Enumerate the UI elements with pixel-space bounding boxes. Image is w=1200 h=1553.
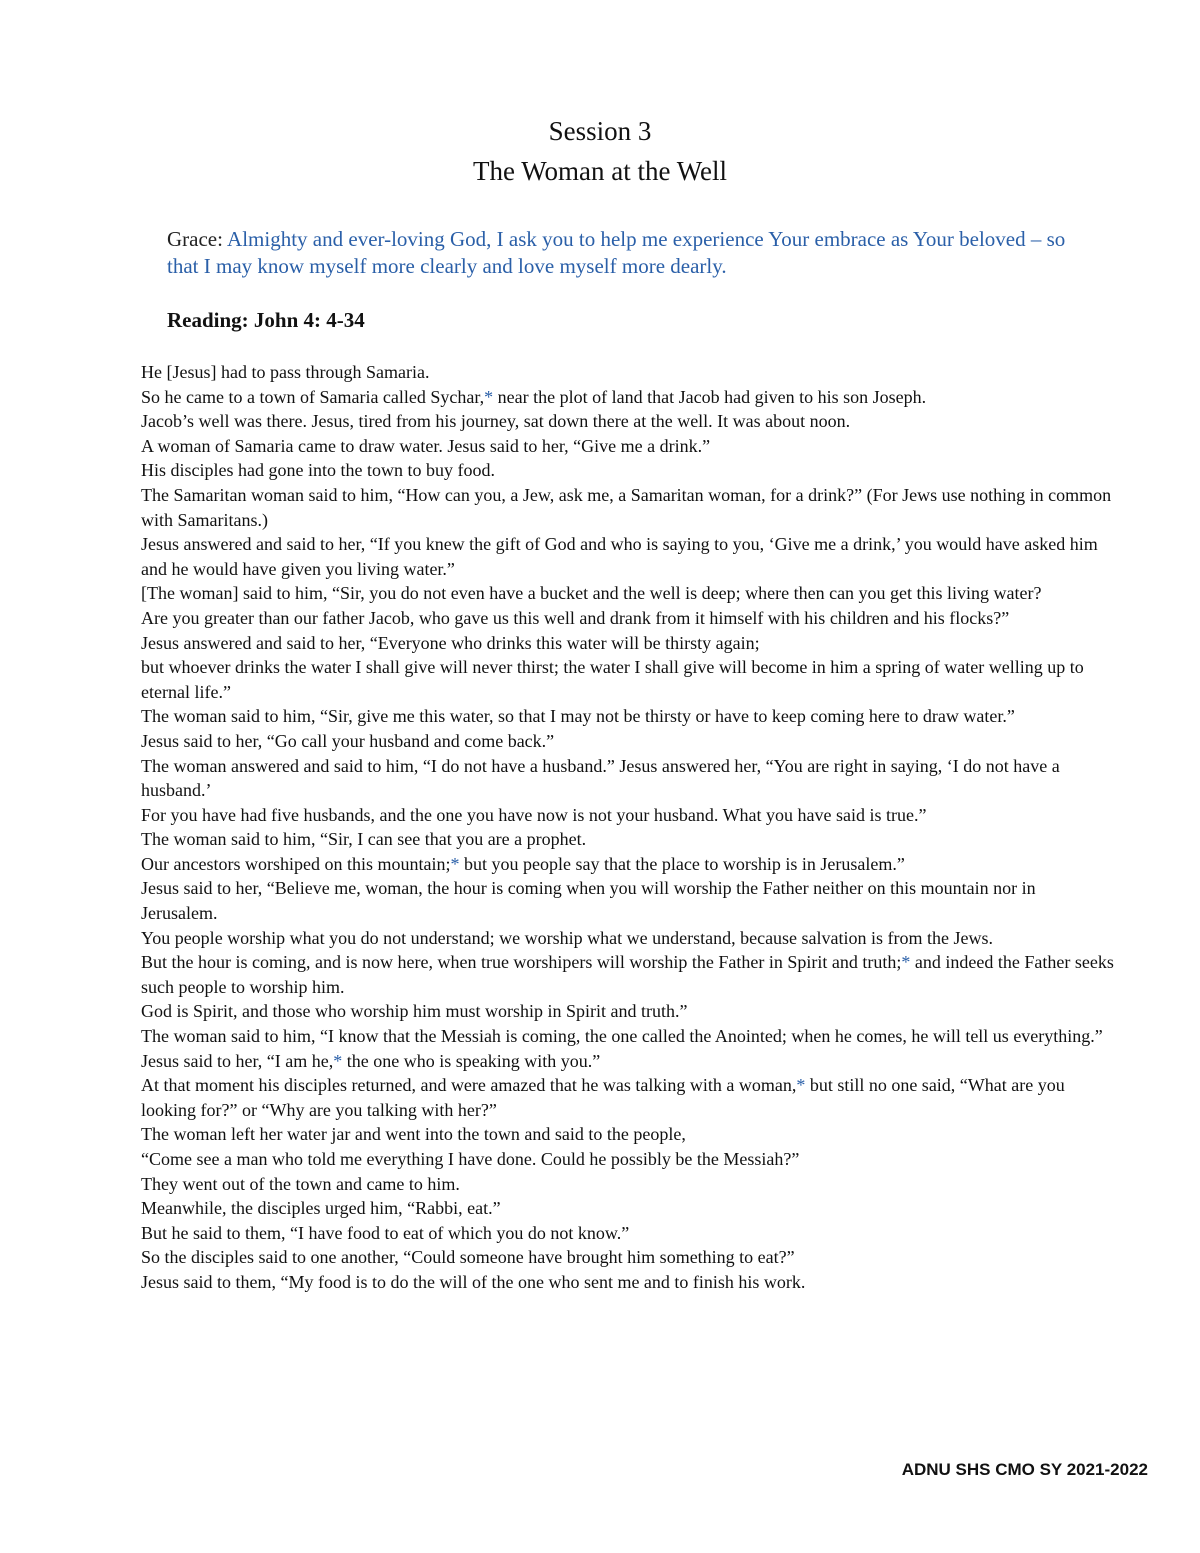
verse-line: The woman said to him, “Sir, give me this water, so that I may not be thirsty or have to keep coming here to draw water.” bbox=[141, 706, 1015, 727]
verse-line: “Come see a man who told me everything I have done. Could he possibly be the Messiah?” bbox=[141, 1149, 800, 1169]
verse-text: So he came to a town of Samaria called Sychar, bbox=[141, 386, 485, 407]
verse-text: but still no one said, “What are you looking for?” or “Why are you talking with her?” bbox=[141, 1075, 1065, 1120]
session-number: Session 3 bbox=[548, 116, 652, 146]
verse-line: The woman answered and said to him, “I do not have a husband.” Jesus answered her, “You are right in saying, ‘I do not have a husband.’ bbox=[141, 755, 1060, 801]
reading-reference: Reading: John 4: 4-34 bbox=[167, 308, 365, 332]
verse-text: At that moment his disciples returned, and were amazed that he was talking with a woman, bbox=[141, 1075, 797, 1096]
verse-line: Meanwhile, the disciples urged him, “Rabbi, eat.” bbox=[141, 1198, 501, 1219]
verse-line: A woman of Samaria came to draw water. Jesus said to her, “Give me a drink.” bbox=[141, 435, 711, 456]
verse-line bbox=[141, 950, 1116, 999]
grace-prayer bbox=[167, 226, 1067, 280]
verse-line: You people worship what you do not understand; we worship what we understand, because salvation is from the Jews. bbox=[141, 927, 994, 948]
verse-line: Jesus said to her, “Go call your husband and come back.” bbox=[141, 730, 555, 751]
verse-text: and indeed the Father seeks such people to worship him. bbox=[141, 952, 1114, 997]
verse-line: [The woman] said to him, “Sir, you do not even have a bucket and the well is deep; where then can you get this living water? bbox=[141, 583, 1042, 604]
verse-line bbox=[141, 1049, 1116, 1074]
page-footer: ADNU SHS CMO SY 2021-2022 bbox=[901, 1460, 1148, 1479]
grace-label: Grace: bbox=[167, 227, 228, 251]
verse-line: He [Jesus] had to pass through Samaria. bbox=[141, 362, 430, 382]
verse-line: The woman left her water jar and went into the town and said to the people, bbox=[141, 1124, 686, 1145]
verse-text: but you people say that the place to worship is in Jerusalem.” bbox=[459, 853, 905, 874]
verse-line: For you have had five husbands, and the one you have now is not your husband. What you have said is true.” bbox=[141, 804, 927, 825]
verse-text: near the plot of land that Jacob had given to his son Joseph. bbox=[493, 386, 927, 407]
verse-text: Our ancestors worshiped on this mountain; bbox=[141, 853, 451, 874]
verse-line: Jacob’s well was there. Jesus, tired from his journey, sat down there at the well. It was about noon. bbox=[141, 411, 851, 432]
footnote-marker[interactable]: * bbox=[450, 853, 460, 874]
verse-line: God is Spirit, and those who worship him must worship in Spirit and truth.” bbox=[141, 1001, 688, 1022]
footnote-marker[interactable]: * bbox=[901, 952, 911, 973]
footnote-marker[interactable]: * bbox=[333, 1050, 343, 1071]
grace-text: Almighty and ever-loving God, I ask you to help me experience Your embrace as Your beloved – so that I may know myself more clearly and love myself more dearly. bbox=[167, 227, 1066, 278]
verse-line: The woman said to him, “I know that the Messiah is coming, the one called the Anointed; when he comes, he will tell us everything.” bbox=[141, 1026, 1103, 1047]
verse-line: Are you greater than our father Jacob, who gave us this well and drank from it himself with his children and his flocks?” bbox=[141, 607, 1010, 628]
verse-line: They went out of the town and came to him. bbox=[141, 1173, 460, 1194]
verse-line: So the disciples said to one another, “Could someone have brought him something to eat?” bbox=[141, 1247, 795, 1268]
verse-line: Jesus answered and said to her, “If you knew the gift of God and who is saying to you, ‘Give me a drink,’ you would have asked him and he would have given you living water.” bbox=[141, 534, 1098, 579]
footnote-marker[interactable]: * bbox=[484, 386, 494, 407]
verse-line: but whoever drinks the water I shall give will never thirst; the water I shall give will become in him a spring of water welling up to eternal life.” bbox=[141, 657, 1084, 702]
verse-text: the one who is speaking with you.” bbox=[342, 1050, 601, 1071]
verse-text: Jesus said to her, “I am he, bbox=[141, 1050, 334, 1071]
verse-line: Jesus said to them, “My food is to do the will of the one who sent me and to finish his work. bbox=[141, 1271, 806, 1292]
verse-line: Jesus said to her, “Believe me, woman, the hour is coming when you will worship the Father neither on this mountain nor in Jerusalem. bbox=[141, 878, 1036, 924]
page-title: The Woman at the Well bbox=[472, 156, 728, 186]
verse-line: His disciples had gone into the town to buy food. bbox=[141, 460, 495, 481]
verse-line: The woman said to him, “Sir, I can see that you are a prophet. bbox=[141, 829, 587, 850]
verse-line bbox=[141, 852, 1116, 877]
verse-line bbox=[141, 1073, 1116, 1122]
verse-text: But the hour is coming, and is now here, when true worshipers will worship the Father in Spirit and truth; bbox=[141, 952, 902, 973]
scripture-passage bbox=[141, 360, 1116, 1295]
footnote-marker[interactable]: * bbox=[796, 1075, 806, 1096]
verse-line: Jesus answered and said to her, “Everyone who drinks this water will be thirsty again; bbox=[141, 632, 760, 653]
verse-line: The Samaritan woman said to him, “How can you, a Jew, ask me, a Samaritan woman, for a drink?” (For Jews use nothing in common with Samaritans.) bbox=[141, 484, 1112, 530]
verse-line bbox=[141, 385, 1116, 410]
verse-line: But he said to them, “I have food to eat of which you do not know.” bbox=[141, 1222, 630, 1243]
